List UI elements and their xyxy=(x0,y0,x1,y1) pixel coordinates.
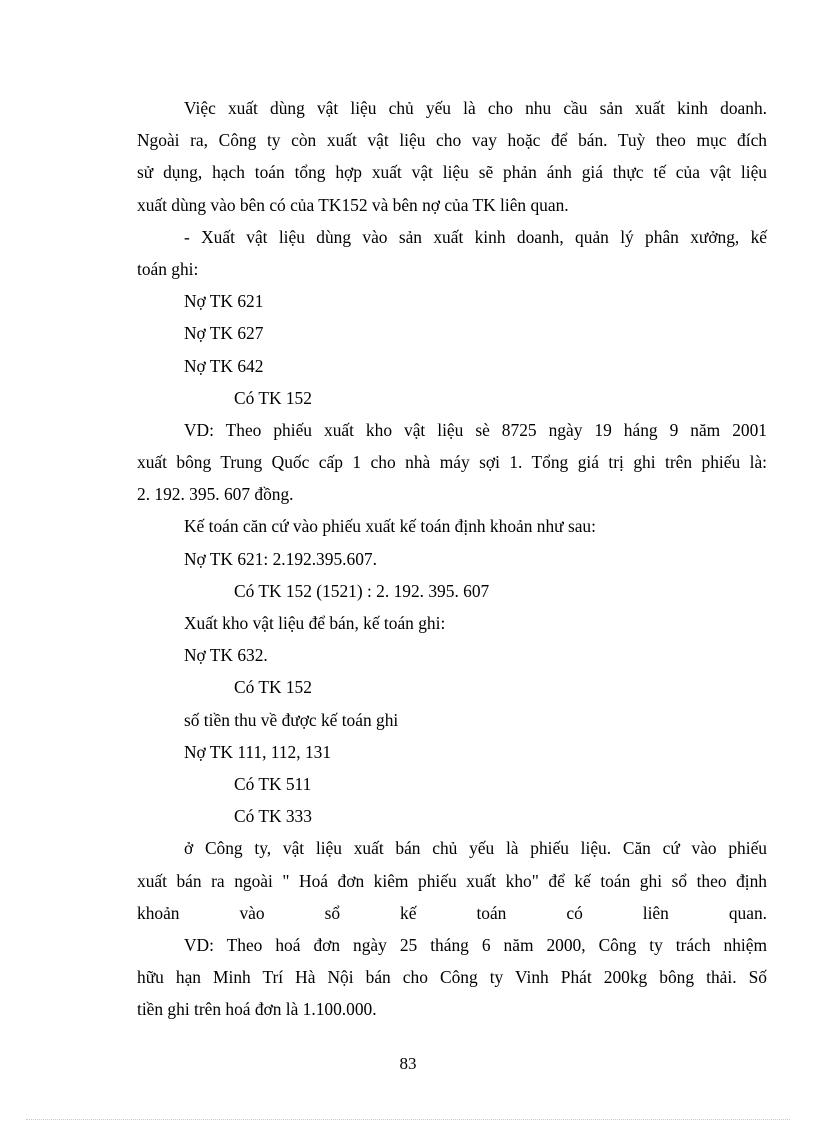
journal-entry-line: Có TK 152 xyxy=(234,387,312,408)
paragraph-line: 2. 192. 395. 607 đồng. xyxy=(137,484,294,505)
journal-entry-line: Nợ TK 627 xyxy=(184,323,264,344)
paragraph-line: xuất bông Trung Quốc cấp 1 cho nhà máy sợi 1. Tổng giá trị ghi trên phiếu là: xyxy=(137,452,767,473)
paragraph-line: Xuất kho vật liệu để bán, kế toán ghi: xyxy=(184,613,446,633)
journal-entry-line: Nợ TK 621: 2.192.395.607. xyxy=(184,548,377,569)
paragraph-line: Việc xuất dùng vật liệu chủ yếu là cho nhu cầu sản xuất kinh doanh. xyxy=(184,98,767,118)
journal-entry-line: Có TK 333 xyxy=(234,806,312,827)
page-number: 83 xyxy=(399,1054,417,1073)
journal-entry-line: Nợ TK 621 xyxy=(184,291,264,312)
journal-entry-line: Nợ TK 111, 112, 131 xyxy=(184,741,332,762)
paragraph-line: hữu hạn Minh Trí Hà Nội bán cho Công ty Vinh Phát 200kg bông thải. Số xyxy=(137,967,767,988)
journal-entry-line: Nợ TK 642 xyxy=(184,355,264,376)
journal-entry-line: Có TK 152 (1521) : 2. 192. 395. 607 xyxy=(234,580,490,601)
paragraph-line: VD: Theo phiếu xuất kho vật liệu sè 8725 ngày 19 háng 9 năm 2001 xyxy=(184,419,767,440)
paragraph-line: sử dụng, hạch toán tổng hợp xuất vật liệu sẽ phản ánh giá thực tế của vật liệu xyxy=(137,162,767,183)
paragraph-line: Kế toán căn cứ vào phiếu xuất kế toán định khoản như sau: xyxy=(184,516,596,537)
paragraph-line: toán ghi: xyxy=(137,258,199,279)
journal-entry-line: Nợ TK 632. xyxy=(184,645,268,666)
paragraph-line: ở Công ty, vật liệu xuất bán chủ yếu là phiếu liệu. Căn cứ vào phiếu xyxy=(184,838,767,859)
paragraph-line: xuất dùng vào bên có của TK152 và bên nợ của TK liên quan. xyxy=(137,194,569,215)
paragraph-line: VD: Theo hoá đơn ngày 25 tháng 6 năm 2000, Công ty trách nhiệm xyxy=(184,934,767,955)
journal-entry-line: Có TK 511 xyxy=(234,773,312,794)
paragraph-line: khoản vào sổ kế toán có liên quan. xyxy=(137,902,767,923)
paragraph-line: Ngoài ra, Công ty còn xuất vật liệu cho vay hoặc để bán. Tuỳ theo mục đích xyxy=(137,130,767,151)
paragraph-line: - Xuất vật liệu dùng vào sản xuất kinh doanh, quản lý phân xưởng, kế xyxy=(184,226,767,247)
journal-entry-line: Có TK 152 xyxy=(234,677,312,698)
paragraph-line: tiền ghi trên hoá đơn là 1.100.000. xyxy=(137,999,377,1020)
body-text xyxy=(137,92,767,1025)
paragraph-line: số tiền thu về được kế toán ghi xyxy=(184,709,399,730)
paragraph-line: xuất bán ra ngoài " Hoá đơn kiêm phiếu xuất kho" để kế toán ghi sổ theo định xyxy=(137,870,767,891)
footer-divider xyxy=(26,1119,790,1120)
